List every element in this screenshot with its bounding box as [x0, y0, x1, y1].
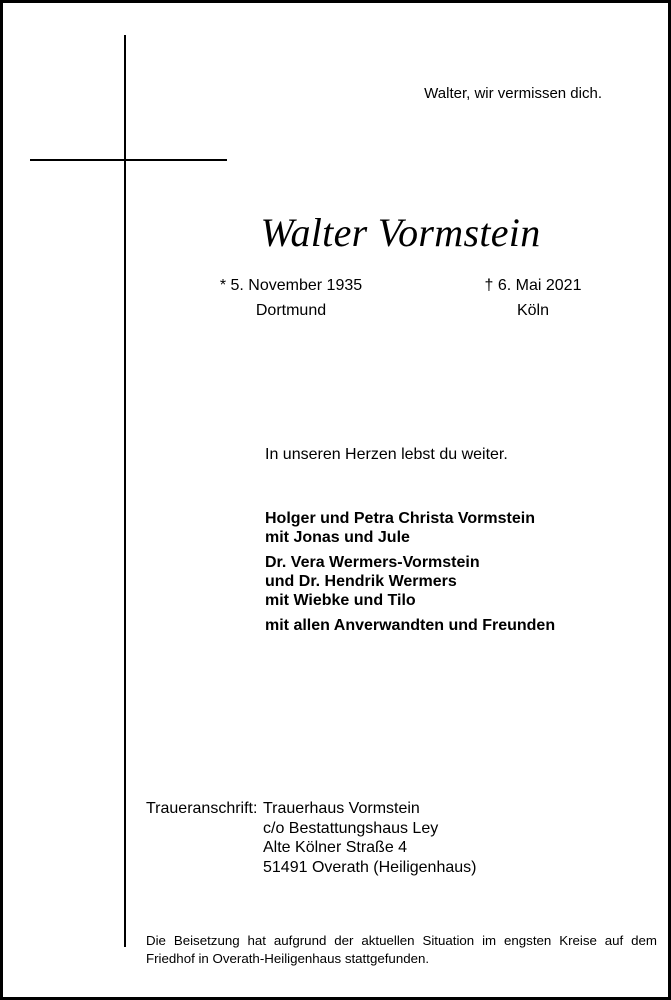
address-label: Traueranschrift: [146, 800, 258, 817]
birth-place: Dortmund [255, 302, 327, 319]
address-line: 51491 Overath (Heiligenhaus) [263, 858, 477, 876]
mourner-group [265, 553, 555, 610]
tribute-line: In unseren Herzen lebst du weiter. [265, 446, 508, 463]
death-date: † 6. Mai 2021 [484, 277, 582, 294]
mourner-line: mit Wiebke und Tilo [265, 592, 416, 609]
address-line: c/o Bestattungshaus Ley [263, 819, 439, 837]
mourner-line: mit allen Anverwandten und Freunden [265, 617, 556, 634]
mourner-group [265, 616, 555, 635]
deceased-name: Walter Vormstein [260, 210, 541, 255]
address-lines [263, 799, 476, 877]
mourning-address [146, 799, 476, 877]
death-place: Köln [516, 302, 550, 319]
address-line: Trauerhaus Vormstein [263, 800, 420, 817]
motto: Walter, wir vermissen dich. [424, 85, 602, 102]
mourner-line: Dr. Vera Wermers-Vormstein [265, 554, 480, 571]
mourner-line: und Dr. Hendrik Wermers [265, 573, 457, 590]
mourner-line: mit Jonas und Jule [265, 529, 410, 546]
mourner-group [265, 509, 555, 547]
burial-notice: Die Beisetzung hat aufgrund der aktuellen Situation im engsten Kreise auf dem Friedhof in Overath-Heiligenhaus stattgefunden. [146, 933, 657, 966]
cross-vertical-bar [124, 35, 126, 947]
address-line: Alte Kölner Straße 4 [263, 839, 408, 856]
birth-date: * 5. November 1935 [219, 277, 363, 294]
cross-horizontal-bar [30, 159, 227, 161]
mourners-list [265, 509, 555, 641]
mourner-line: Holger und Petra Christa Vormstein [265, 510, 535, 527]
